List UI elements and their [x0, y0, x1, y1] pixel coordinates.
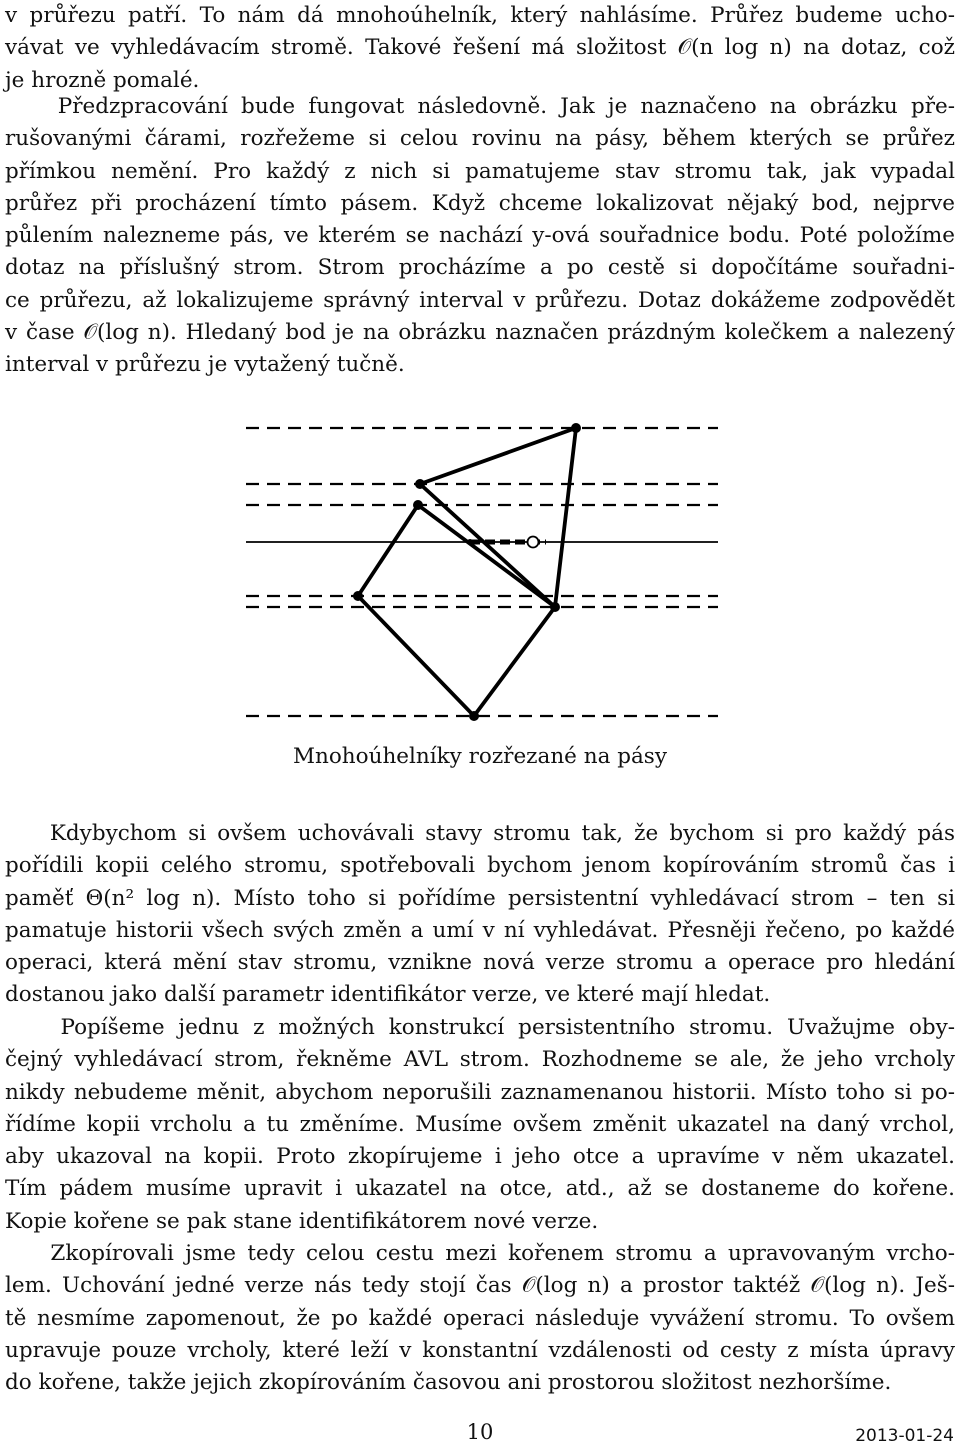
vertex — [467, 539, 473, 545]
text-line: upravuje pouze vrcholy, které leží v konstantní vzdálenosti od cesty z místa úpravy — [5, 1337, 955, 1363]
text-line: čejný vyhledávací strom, řekněme AVL strom. Rozhodneme se ale, že jeho vrcholy — [5, 1047, 955, 1073]
text-line: paměť Θ(n² log n). Místo toho si pořídíme persistentní vyhledávací strom – ten si — [5, 885, 955, 911]
query-point — [528, 537, 539, 548]
text-line: průřez při procházení tímto pásem. Když chceme lokalizovat nějaký bod, nejprve — [5, 190, 955, 216]
text-line: Zkopírovali jsme tedy celou cestu mezi kořenem stromu a upravovaným vrcho- — [5, 1241, 955, 1266]
text-line: dostanou jako další parametr identifikátor verze, ve které mají hledat. — [5, 982, 771, 1008]
polygon-quad — [358, 505, 555, 716]
vertex — [415, 479, 425, 489]
text-line: Kopie kořene se pak stane identifikátorem nové verze. — [5, 1208, 599, 1234]
text-line: aby ukazoval na kopii. Proto zkopírujeme i jeho otce a upravíme v něm ukazatel. — [5, 1144, 955, 1170]
footer-date: 2013-01-24 — [855, 1426, 954, 1446]
text-line: v průřezu patří. To nám dá mnohoúhelník, který nahlásíme. Průřez budeme ucho- — [5, 3, 955, 28]
text-line: operaci, která mění stav stromu, vznikne nová verze stromu a operace pro hledání — [5, 950, 955, 976]
text-line: je hrozně pomalé. — [5, 67, 200, 93]
text-line: vávat ve vyhledávacím stromě. Takové řešení má složitost 𝒪(n log n) na dotaz, což — [5, 35, 955, 61]
vertex — [571, 423, 581, 433]
text-line: pořídili kopii celého stromu, spotřebovali bychom jenom kopírováním stromů čas i — [5, 853, 955, 879]
text-line: řídíme kopii vrcholu a tu změníme. Musíme ovšem změnit ukazatel na daný vrchol, — [5, 1111, 955, 1137]
paragraph-persistent — [5, 818, 955, 1012]
polygon-slabs-figure — [0, 400, 960, 730]
paragraph-construction — [5, 1012, 955, 1238]
paragraph-complexity — [5, 1238, 955, 1399]
text-line: interval v průřezu je vytažený tučně. — [5, 352, 405, 378]
text-line: nikdy nebudeme měnit, abychom neporušili zaznamenanou historii. Místo toho si po- — [5, 1079, 955, 1105]
text-line: Předzpracování bude fungovat následovně. Jak je naznačeno na obrázku pře- — [5, 94, 955, 119]
vertex — [469, 711, 479, 721]
vertex — [550, 602, 560, 612]
text-line: Tím pádem musíme upravit i ukazatel na otce, atd., až se dostaneme do kořene. — [5, 1176, 955, 1202]
polygon-triangle — [420, 428, 576, 607]
text-line: Kdybychom si ovšem uchovávali stavy stromu tak, že bychom si pro každý pás — [5, 821, 955, 846]
text-line: lem. Uchování jedné verze nás tedy stojí čas 𝒪(log n) a prostor taktéž 𝒪(log n). Ješ- — [5, 1273, 955, 1299]
text-line: v čase 𝒪(log n). Hledaný bod je na obrázku naznačen prázdným kolečkem a nalezený — [5, 320, 955, 346]
paragraph-preprocessing — [5, 91, 955, 382]
vertex — [353, 591, 363, 601]
text-line: pamatuje historii všech svých změn a umí v ní vyhledávat. Přesněji řečeno, po každé — [5, 917, 955, 943]
figure-caption: Mnohoúhelníky rozřezané na pásy — [293, 744, 667, 769]
text-line: přímkou nemění. Pro každý z nich si pamatujeme stav stromu tak, jak vypadal — [5, 158, 955, 184]
text-line: rušovanými čárami, rozřežeme si celou rovinu na pásy, během kterých se průřez — [5, 126, 955, 152]
vertex — [413, 500, 423, 510]
text-line: půlením nalezneme pás, ve kterém se nachází y-ová souřadnice bodu. Poté položíme — [5, 223, 955, 249]
text-line: dotaz na příslušný strom. Strom procházíme a po cestě si dopočítáme souřadni- — [5, 255, 955, 281]
polygons — [358, 428, 576, 716]
text-line: Popíšeme jednu z možných konstrukcí persistentního stromu. Uvažujme oby- — [5, 1015, 955, 1040]
text-line: ce průřezu, až lokalizujeme správný interval v průřezu. Dotaz dokážeme zodpovědět — [5, 287, 955, 313]
slab-lines — [246, 428, 718, 716]
text-line: tě nesmíme zapomenout, že po každé operaci následuje vyvážení stromu. To ovšem — [5, 1305, 955, 1331]
page-number: 10 — [466, 1420, 494, 1444]
paragraph-intro — [5, 0, 955, 97]
text-line: do kořene, takže jejich zkopírováním časovou ani prostorou složitost nezhoršíme. — [5, 1370, 892, 1396]
